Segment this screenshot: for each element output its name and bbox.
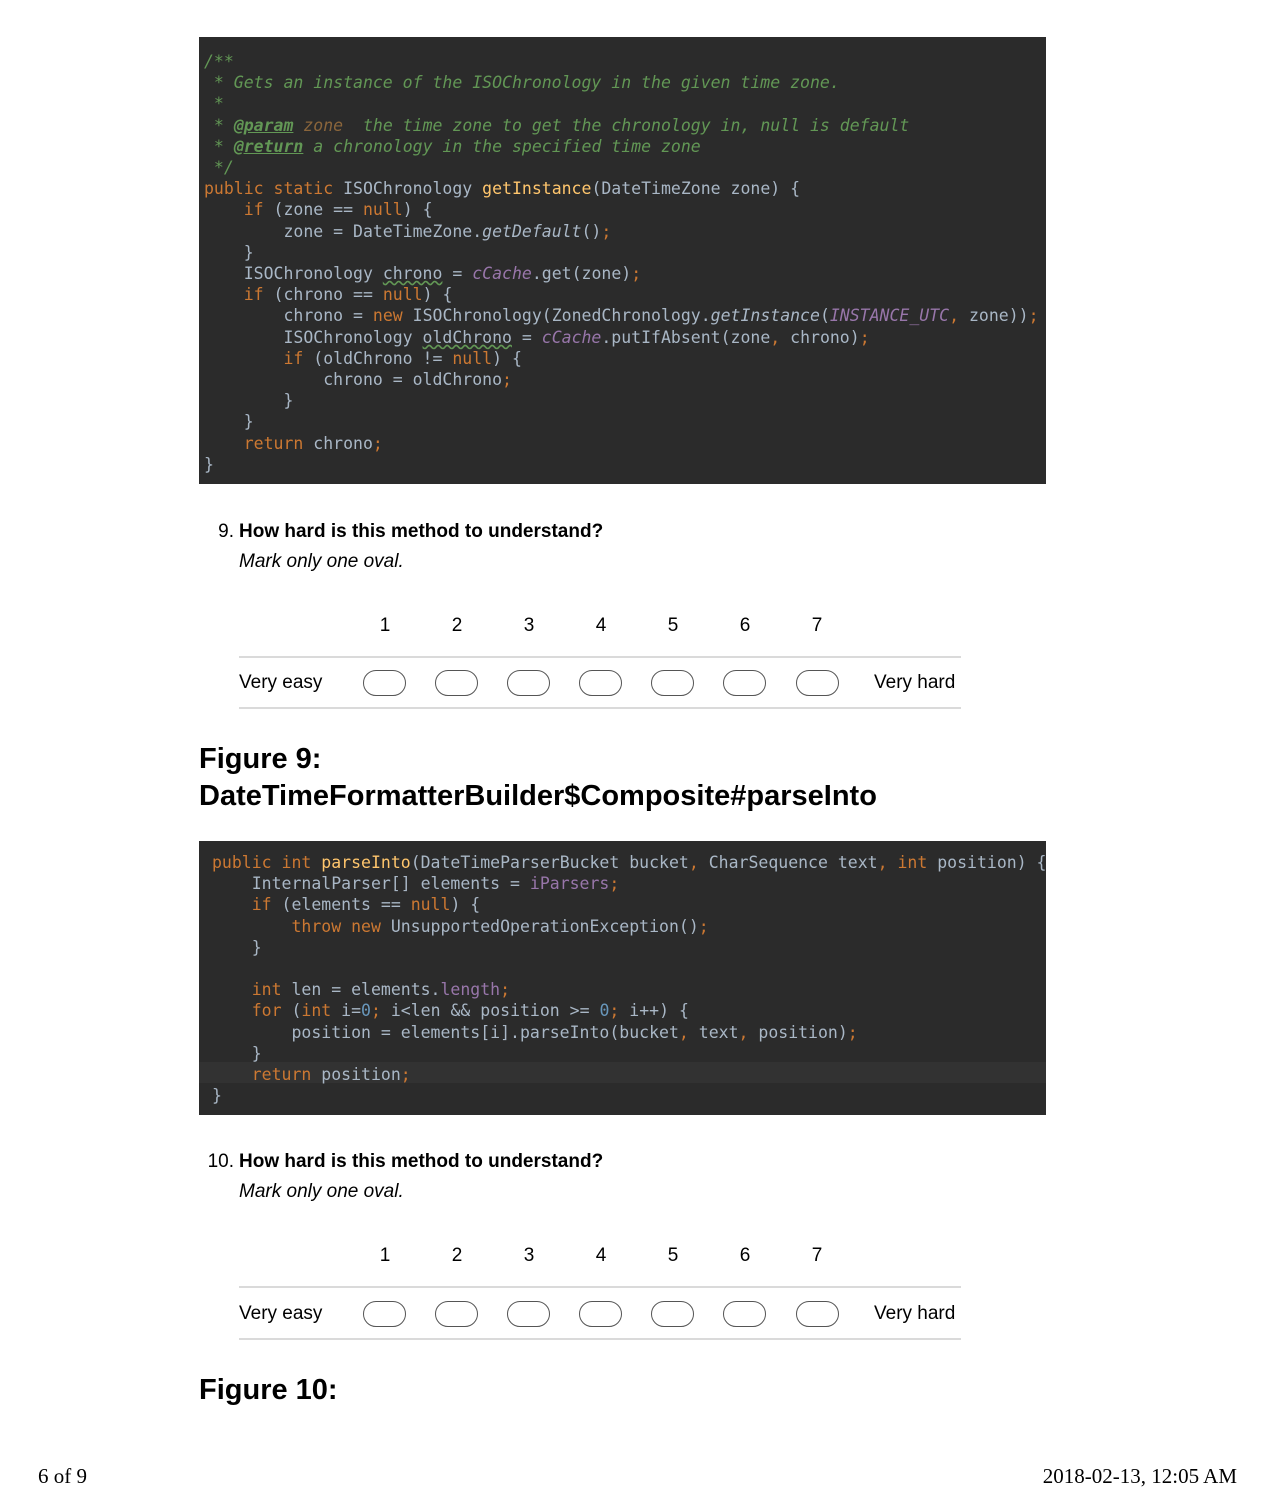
code-line: */ [204,158,234,178]
scale-number: 2 [451,1245,463,1266]
rating-option-2[interactable] [435,1301,478,1327]
page-number: 6 of 9 [38,1464,87,1488]
code-line: * Gets an instance of the ISOChronology in the given time zone. [204,73,840,93]
code-line: chrono = new ISOChronology(ZonedChronology.getInstance(INSTANCE_UTC, zone)); [204,306,1039,326]
code-line [212,959,222,978]
code-line: * @param zone the time zone to get the chronology in, null is default [204,115,910,135]
rating-option-7[interactable] [796,1301,839,1327]
code-line: int len = elements.length; [212,980,511,1000]
code-text [212,852,1046,1106]
code-line: position = elements[i].parseInto(bucket, text, position); [212,1022,858,1042]
code-line: throw new UnsupportedOperationException(); [212,916,709,936]
divider [239,1286,961,1288]
rating-option-7[interactable] [796,670,839,696]
code-line: if (elements == null) { [212,895,481,915]
divider [239,1338,961,1340]
code-line: return chrono; [204,433,383,453]
code-text [204,51,1046,475]
divider [239,707,961,709]
figure-title: Figure 10: [199,1374,338,1406]
scale-number: 4 [595,615,607,636]
code-line: chrono = oldChrono; [204,370,512,390]
rating-option-2[interactable] [435,670,478,696]
code-line: zone = DateTimeZone.getDefault(); [204,221,612,241]
scale-number: 5 [667,615,679,636]
scale-low-label: Very easy [239,1303,323,1324]
code-line: } [212,1086,222,1106]
scale-low-label: Very easy [239,672,323,693]
code-line: ISOChronology chrono = cCache.get(zone); [204,264,642,284]
code-line: return position; [212,1065,411,1085]
code-line: for (int i=0; i<len && position >= 0; i++) { [212,1001,689,1021]
code-line: } [204,412,254,432]
divider [239,656,961,658]
figure-title [199,741,877,815]
scale-number: 3 [523,615,535,636]
rating-option-3[interactable] [507,1301,550,1327]
question-title: How hard is this method to understand? [239,521,604,542]
code-line: InternalParser[] elements = iParsers; [212,874,620,894]
scale-number: 6 [739,1245,751,1266]
code-snippet-getinstance [199,37,1046,484]
rating-option-1[interactable] [363,670,406,696]
scale-number: 5 [667,1245,679,1266]
code-line: /** [204,52,234,71]
rating-option-4[interactable] [579,670,622,696]
code-line: } [212,1043,262,1063]
question-title: How hard is this method to understand? [239,1151,604,1172]
rating-option-6[interactable] [723,670,766,696]
scale-number: 3 [523,1245,535,1266]
print-timestamp: 2018-02-13, 12:05 AM [1042,1464,1237,1488]
scale-number: 4 [595,1245,607,1266]
scale-number: 2 [451,615,463,636]
scale-number: 1 [379,1245,391,1266]
rating-option-1[interactable] [363,1301,406,1327]
code-line: public int parseInto(DateTimeParserBucket bucket, CharSequence text, int position) { [212,853,1046,872]
question-hint: Mark only one oval. [239,551,404,572]
code-snippet-parseinto [199,841,1046,1115]
code-line: * @return a chronology in the specified time zone [204,136,701,156]
code-line: if (chrono == null) { [204,285,453,305]
code-line: ISOChronology oldChrono = cCache.putIfAbsent(zone, chrono); [204,327,870,347]
scale-number: 7 [811,1245,823,1266]
question-hint: Mark only one oval. [239,1181,404,1202]
figure-title-line: Figure 9: [199,743,322,775]
rating-option-5[interactable] [651,670,694,696]
question-number: 9. [218,521,234,542]
figure-title-line: DateTimeFormatterBuilder$Composite#parseInto [199,780,877,812]
scale-number: 7 [811,615,823,636]
code-line: if (oldChrono != null) { [204,348,522,368]
rating-option-4[interactable] [579,1301,622,1327]
code-line: public static ISOChronology getInstance(DateTimeZone zone) { [204,179,801,199]
question-number: 10. [207,1151,234,1172]
rating-option-6[interactable] [723,1301,766,1327]
scale-high-label: Very hard [874,672,956,693]
code-line: } [204,454,214,474]
rating-option-3[interactable] [507,670,550,696]
code-line: * [204,94,224,114]
code-line: if (zone == null) { [204,200,433,220]
code-line: } [204,242,254,262]
scale-number: 6 [739,615,751,636]
scale-number: 1 [379,615,391,636]
code-line: } [204,391,294,411]
code-line: } [212,937,262,957]
scale-high-label: Very hard [874,1303,956,1324]
rating-option-5[interactable] [651,1301,694,1327]
